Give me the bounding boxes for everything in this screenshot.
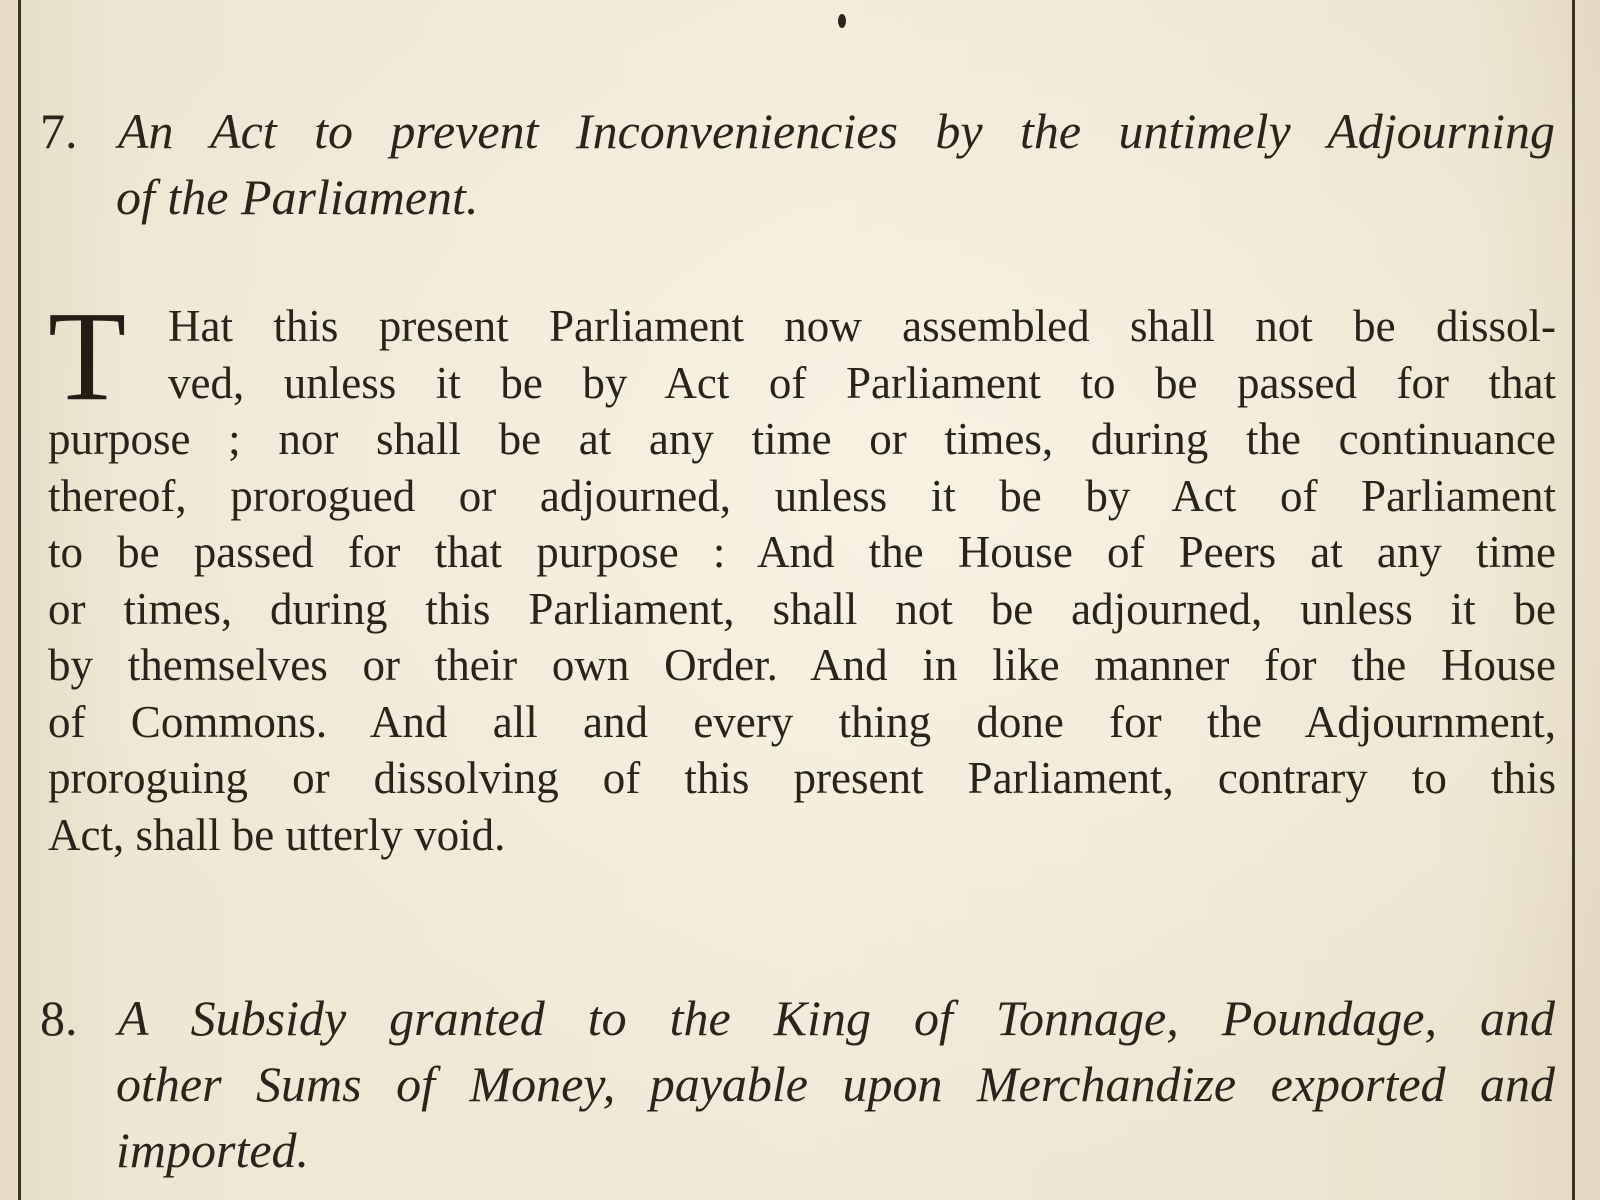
act-7-body-paragraph [48, 285, 1556, 863]
body-line: to be passed for that purpose : And the House of Peers at any time [48, 527, 1556, 577]
body-line: proroguing or dissolving of this present Parliament, contrary to this [48, 753, 1556, 803]
act-8-title-line-2: other Sums of Money, payable upon Merchandize exported and [116, 1056, 1555, 1112]
body-line: Act, shall be utterly void. [48, 809, 506, 860]
act-8-title-line-1: A Subsidy granted to the King of Tonnage, Poundage, and [118, 990, 1555, 1046]
right-border-rule [1572, 0, 1575, 1200]
body-line: Hat this present Parliament now assembled shall not be dissol- [168, 301, 1556, 351]
body-line: of Commons. And all and every thing done for the Adjournment, [48, 696, 1556, 747]
act-8-title-line-3: imported. [116, 1122, 310, 1178]
act-8-number: 8. [40, 990, 78, 1046]
body-line: thereof, prorogued or adjourned, unless it be by Act of Parliament [48, 470, 1556, 521]
body-line: by themselves or their own Order. And in like manner for the House [48, 640, 1556, 690]
body-line: purpose ; nor shall be at any time or times, during the continuance [48, 414, 1556, 464]
body-line: or times, during this Parliament, shall not be adjourned, unless it be [48, 583, 1556, 634]
act-7-number: 7. [40, 103, 78, 159]
drop-cap: T [48, 285, 127, 427]
body-line: ved, unless it be by Act of Parliament to be passed for that [168, 357, 1556, 408]
act-8-heading [40, 985, 1555, 1183]
left-border-rule [18, 0, 21, 1200]
ink-speck [838, 14, 846, 28]
act-7-heading [40, 98, 1555, 230]
act-7-title-line-2: of the Parliament. [116, 169, 479, 225]
act-7-title-line-1: An Act to prevent Inconveniencies by the untimely Adjourning [118, 103, 1555, 159]
